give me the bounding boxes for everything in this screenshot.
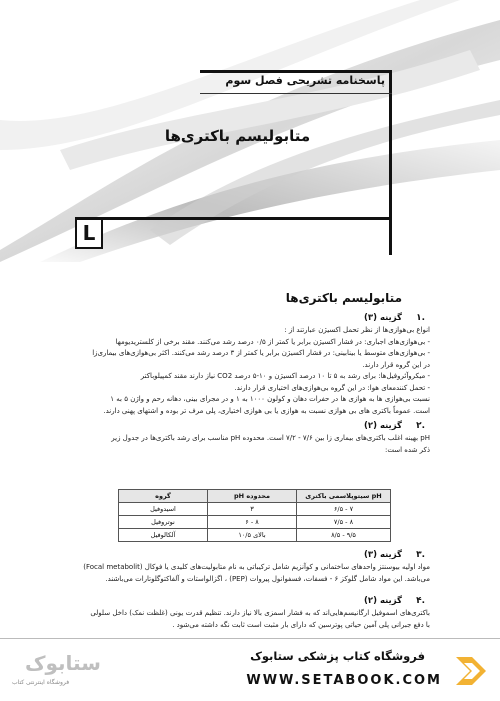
question-number: ۲. xyxy=(416,421,425,431)
table-cell: ۸ - ۶ xyxy=(208,516,297,529)
setabook-logo[interactable] xyxy=(10,649,101,691)
table-cell: ۸ - ۷/۵ xyxy=(297,516,391,529)
table-row xyxy=(119,529,391,542)
answer-text xyxy=(70,562,430,585)
section-title: متابولیسم باکتری‌ها xyxy=(285,291,402,305)
table-header: محدوده pH xyxy=(208,490,297,503)
table-cell: ۹/۵ - ۸/۵ xyxy=(297,529,391,542)
text-line: انواع بی‌هوازی‌ها از نظر تحمل اکسیژن عبارتند از : xyxy=(284,326,430,334)
question-number: ۴. xyxy=(416,596,425,606)
table-cell: آلکالوفیل xyxy=(119,529,208,542)
table-cell: ۳ xyxy=(208,503,297,516)
shop-name: فروشگاه کتاب پزشکی ستابوک xyxy=(250,649,425,663)
answer-label: گزینه (۳) xyxy=(364,550,402,560)
text-line: است. عموماً باکتری های بی هوازی نسبت به هوازی یا بی هوازی اختیاری، پلی مرف تر بوده و اشتهای پهنی دارند. xyxy=(103,406,430,415)
table-cell: نوتروفیل xyxy=(119,516,208,529)
text-line: - بی‌هوازی‌های متوسط یا بینابینی: در فشار اکسیژن برابر یا کمتر از ۳ درصد رشد می‌کنند. اکثر بی‌هوازی‌های بیماری‌زا xyxy=(92,349,430,357)
table-header: pH سیتوپلاسمی باکتری xyxy=(297,490,391,503)
chapter-letter: L xyxy=(75,220,103,249)
ph-table xyxy=(118,489,391,542)
text-line: با دفع جبرانی پلی آمین حیاتی پوترسین که دارای بار مثبت است ثابت نگه داشته می‌شود . xyxy=(172,620,430,629)
table-row xyxy=(119,516,391,529)
footer-banner xyxy=(0,638,500,701)
header-rule-thin xyxy=(200,93,392,94)
chapter-header xyxy=(0,0,500,262)
question-number: ۱. xyxy=(416,313,425,323)
answer-label: گزینه (۲) xyxy=(364,421,402,431)
logo-subtext: فروشگاه اینترنتی کتاب xyxy=(12,679,70,686)
text-line: - بی‌هوازی‌های اجباری: در فشار اکسیژن برابر یا کمتر از ۰/۵ درصد رشد می‌کنند. مقند برخی از کلستریدیومها xyxy=(115,337,430,346)
table-cell: ۷ - ۶/۵ xyxy=(297,503,391,516)
table-cell: بالای ۱۰/۵ xyxy=(208,529,297,542)
text-line: باکتری‌های اسموفیل ارگانیسم‌هایی‌اند که به فشار اسمزی بالا نیاز دارند. تنظیم قدرت یونی (غلظت نمک) داخل سلولی xyxy=(90,609,430,617)
table-header-row xyxy=(119,490,391,503)
text-line: - میکروآئروفیل‌ها: برای رشد به ۵ تا ۱۰ درصد اکسیژن و ۱۰-۵ درصد CO2 نیاز دارند مقند کمپیلوباکتر xyxy=(140,372,430,380)
table-row xyxy=(119,503,391,516)
answer-text xyxy=(70,433,430,456)
logo-text: ستابوک xyxy=(25,651,101,675)
chevron-logo-icon xyxy=(452,653,490,689)
text-line: مواد اولیه بیوسنتز واحدهای ساختمانی و کوآنزیم شامل ترکیباتی به نام متابولیت‌های کلیدی یا فوکال (Focal metabolit) xyxy=(83,563,430,571)
text-line: در این گروه قرار دارند. xyxy=(362,360,430,369)
answer-text xyxy=(70,325,430,417)
text-line: نسبت بی‌هوازی ها به هوازی ها در حفرات دهان و کولون ۱۰۰۰ به ۱ و در مجرای بینی، دهانه رحم و واژن ۵ به ۱ xyxy=(110,395,430,403)
text-line: ذکر شده است: xyxy=(384,445,430,454)
table-cell: اسیدوفیل xyxy=(119,503,208,516)
text-line: pH بهینه اغلب باکتری‌های بیماری زا بین ۷/۶ - ۷/۲ است. محدوده pH مناسب برای رشد باکتری‌ها در جدول زیر xyxy=(111,434,430,442)
header-rule xyxy=(200,70,392,73)
text-line: - تحمل کنندمعای هوا: در این گروه بی‌هوازی‌های اختیاری قرار دارند. xyxy=(234,383,430,392)
text-line: می‌باشد. این مواد شامل گلوکز ۶ - فسفات، فسفوانول پیروات (PEP) ، اگزالواستات و آلفاکتوگلوتارات می‌باشند. xyxy=(105,574,430,583)
chapter-marker xyxy=(75,217,391,247)
site-url-link[interactable]: WWW.SETABOOK.COM xyxy=(246,673,442,688)
answer-label: گزینه (۳) xyxy=(364,313,402,323)
chapter-subtitle: پاسخنامه تشریحی فصل سوم xyxy=(225,74,385,87)
answer-label: گزینه (۲) xyxy=(364,596,402,606)
chapter-title: متابولیسم باکتری‌ها xyxy=(164,127,311,145)
chapter-bar xyxy=(75,217,391,220)
table-header: گروه xyxy=(119,490,208,503)
answer-text xyxy=(70,608,430,631)
question-number: ۳. xyxy=(416,550,425,560)
